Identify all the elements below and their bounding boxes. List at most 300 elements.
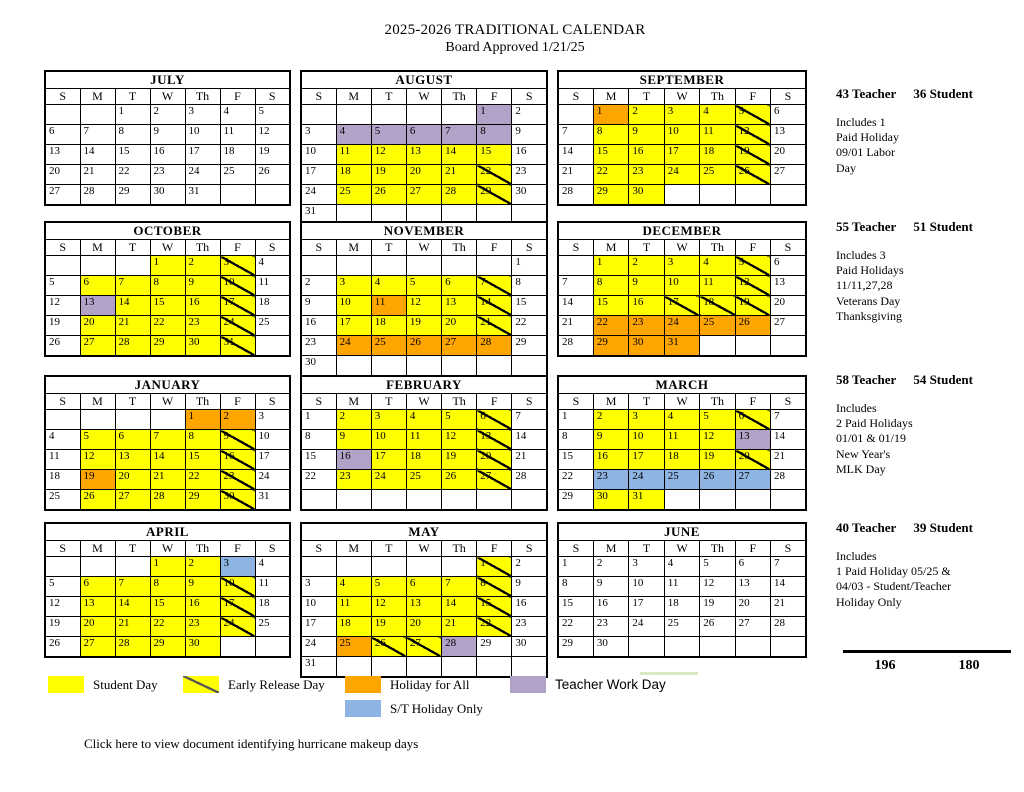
day-cell: 3: [371, 410, 406, 430]
week-row: [301, 356, 547, 377]
day-cell: 22: [593, 316, 628, 336]
weekday-header: S: [771, 89, 806, 105]
day-cell: 2: [629, 256, 664, 276]
month-october: [44, 221, 291, 357]
early-release-day-swatch: [183, 676, 219, 693]
total-teacher-days: 196: [874, 658, 896, 673]
day-cell: 30: [593, 637, 628, 658]
week-row: [45, 165, 290, 185]
weekday-header: M: [336, 394, 371, 410]
day-cell: 15: [185, 450, 220, 470]
weekday-header: S: [255, 240, 290, 256]
day-cell: 29: [477, 185, 512, 205]
green-underline: [640, 672, 698, 675]
day-cell: 14: [558, 145, 593, 165]
month-september: [557, 70, 807, 206]
day-cell: 21: [512, 450, 547, 470]
day-cell: 26: [371, 185, 406, 205]
weekday-header: F: [220, 240, 255, 256]
day-cell: 7: [771, 410, 806, 430]
summary-note-line: 09/01 Labor: [836, 145, 895, 160]
day-cell: 27: [477, 470, 512, 490]
week-row: [558, 470, 806, 490]
weekday-header: F: [735, 541, 770, 557]
week-row: [301, 165, 547, 185]
week-row: [45, 410, 290, 430]
month-august: [300, 70, 548, 226]
month-title: JANUARY: [45, 376, 290, 394]
week-row: [45, 125, 290, 145]
day-cell: 25: [45, 490, 80, 511]
weekday-header: Th: [442, 394, 477, 410]
weekday-header: S: [301, 541, 336, 557]
day-cell: 27: [771, 316, 806, 336]
weekday-header: M: [593, 394, 628, 410]
day-cell: 12: [371, 597, 406, 617]
day-cell: 11: [255, 276, 290, 296]
day-cell: 17: [220, 597, 255, 617]
day-cell: 26: [735, 165, 770, 185]
weekday-header: W: [406, 394, 441, 410]
day-cell: 25: [255, 617, 290, 637]
summary-note-line: New Year's: [836, 446, 891, 461]
day-cell: 2: [629, 105, 664, 125]
calendar-title: 2025-2026 TRADITIONAL CALENDAR: [384, 22, 646, 38]
weekday-header: M: [593, 89, 628, 105]
day-cell: 27: [406, 637, 441, 657]
day-cell: 29: [593, 185, 628, 206]
day-cell: [735, 490, 770, 511]
day-cell: 20: [406, 165, 441, 185]
day-cell: [442, 657, 477, 678]
day-cell: 19: [700, 450, 735, 470]
weekday-header: W: [664, 541, 699, 557]
week-row: [301, 637, 547, 657]
day-cell: 2: [185, 256, 220, 276]
day-cell: 19: [371, 617, 406, 637]
day-cell: [406, 105, 441, 125]
day-cell: 15: [150, 597, 185, 617]
day-cell: [442, 105, 477, 125]
week-row: [45, 637, 290, 658]
day-cell: 3: [220, 256, 255, 276]
teacher-count: 40 Teacher: [836, 520, 897, 535]
day-cell: 2: [512, 105, 547, 125]
week-row: [45, 105, 290, 125]
day-cell: 8: [593, 276, 628, 296]
summary-notes: [836, 115, 1022, 176]
day-cell: 7: [115, 577, 150, 597]
day-cell: 8: [558, 430, 593, 450]
day-cell: 11: [45, 450, 80, 470]
day-cell: 1: [150, 256, 185, 276]
day-cell: 6: [80, 276, 115, 296]
summary-note-line: 1 Paid Holiday 05/25 &: [836, 564, 951, 579]
day-cell: 5: [700, 557, 735, 577]
day-cell: 9: [336, 430, 371, 450]
day-cell: [771, 185, 806, 206]
day-cell: 25: [336, 637, 371, 657]
month-title: FEBRUARY: [301, 376, 547, 394]
day-cell: 11: [406, 430, 441, 450]
day-cell: 17: [629, 450, 664, 470]
day-cell: 9: [593, 430, 628, 450]
week-row: [301, 450, 547, 470]
day-cell: 1: [301, 410, 336, 430]
teacher-count: 55 Teacher: [836, 219, 897, 234]
day-cell: 20: [771, 296, 806, 316]
weekday-header: T: [371, 89, 406, 105]
day-cell: 19: [700, 597, 735, 617]
week-row: [558, 145, 806, 165]
teacher-count: 58 Teacher: [836, 372, 897, 387]
day-cell: 1: [150, 557, 185, 577]
day-cell: [477, 490, 512, 511]
day-cell: [336, 256, 371, 276]
day-cell: 7: [115, 276, 150, 296]
legend-item-teacher-work-day: [510, 676, 666, 693]
day-cell: 1: [477, 105, 512, 125]
day-cell: 27: [406, 185, 441, 205]
week-row: [45, 185, 290, 206]
day-cell: 11: [371, 296, 406, 316]
day-cell: 16: [185, 597, 220, 617]
day-cell: 18: [664, 450, 699, 470]
day-cell: 10: [220, 276, 255, 296]
page-title: [0, 22, 1024, 56]
day-cell: 27: [115, 490, 150, 511]
weekday-header: M: [80, 394, 115, 410]
month-title: JUNE: [558, 523, 806, 541]
summary-note-line: Holiday Only: [836, 594, 902, 609]
week-row: [301, 617, 547, 637]
day-cell: [371, 105, 406, 125]
day-cell: 29: [593, 336, 628, 357]
day-cell: 25: [700, 165, 735, 185]
day-cell: 8: [593, 125, 628, 145]
weekday-header: T: [629, 394, 664, 410]
day-cell: 28: [80, 185, 115, 206]
day-cell: 2: [185, 557, 220, 577]
day-cell: 23: [512, 165, 547, 185]
legend-label: Teacher Work Day: [555, 677, 666, 692]
day-cell: 7: [150, 430, 185, 450]
week-row: [45, 316, 290, 336]
day-cell: 2: [336, 410, 371, 430]
day-cell: 27: [80, 336, 115, 357]
legend-label: Student Day: [93, 676, 158, 692]
day-cell: [336, 490, 371, 511]
day-cell: 24: [629, 617, 664, 637]
day-cell: 25: [664, 470, 699, 490]
day-cell: 20: [442, 316, 477, 336]
weekday-header: S: [512, 541, 547, 557]
weekday-header: S: [512, 394, 547, 410]
week-row: [558, 105, 806, 125]
day-cell: 20: [771, 145, 806, 165]
day-cell: 13: [406, 145, 441, 165]
day-cell: 3: [255, 410, 290, 430]
day-cell: [336, 356, 371, 377]
day-cell: 30: [512, 637, 547, 657]
day-cell: 28: [442, 637, 477, 657]
day-cell: 5: [406, 276, 441, 296]
day-cell: 14: [771, 577, 806, 597]
day-cell: [336, 557, 371, 577]
weekday-header: Th: [442, 240, 477, 256]
day-cell: 21: [115, 617, 150, 637]
day-cell: 12: [45, 597, 80, 617]
weekday-header: S: [301, 89, 336, 105]
day-cell: 9: [301, 296, 336, 316]
weekday-header: T: [371, 240, 406, 256]
day-cell: 30: [220, 490, 255, 511]
day-cell: 20: [477, 450, 512, 470]
day-cell: 15: [558, 450, 593, 470]
weekday-header: M: [80, 541, 115, 557]
weekday-header: S: [512, 240, 547, 256]
day-cell: 8: [150, 276, 185, 296]
weekday-header: S: [45, 541, 80, 557]
day-cell: [45, 410, 80, 430]
day-cell: 21: [115, 316, 150, 336]
day-cell: 1: [477, 557, 512, 577]
day-cell: 4: [255, 557, 290, 577]
day-cell: 30: [512, 185, 547, 205]
weekday-header: S: [771, 541, 806, 557]
day-cell: 6: [442, 276, 477, 296]
day-cell: 18: [664, 597, 699, 617]
day-cell: 27: [442, 336, 477, 356]
day-cell: [115, 557, 150, 577]
day-cell: 3: [664, 105, 699, 125]
weekday-header: Th: [700, 541, 735, 557]
summary-note-line: Paid Holidays: [836, 263, 904, 278]
weekday-header: S: [558, 541, 593, 557]
day-cell: 4: [220, 105, 255, 125]
weekday-header: T: [115, 541, 150, 557]
day-cell: 20: [45, 165, 80, 185]
day-cell: 10: [629, 577, 664, 597]
week-row: [45, 296, 290, 316]
week-row: [45, 336, 290, 357]
day-cell: [45, 105, 80, 125]
weekday-header: F: [220, 394, 255, 410]
day-cell: 31: [301, 205, 336, 226]
day-cell: 26: [80, 490, 115, 511]
day-cell: 24: [255, 470, 290, 490]
day-cell: 14: [442, 145, 477, 165]
day-cell: 17: [629, 597, 664, 617]
day-cell: 18: [371, 316, 406, 336]
day-cell: 26: [735, 316, 770, 336]
weekday-header: F: [735, 89, 770, 105]
day-cell: 26: [442, 470, 477, 490]
day-cell: [771, 336, 806, 357]
day-cell: [371, 256, 406, 276]
day-cell: 11: [336, 145, 371, 165]
day-cell: 13: [771, 276, 806, 296]
day-cell: [558, 105, 593, 125]
day-cell: 22: [558, 617, 593, 637]
summary-counts: [836, 86, 1022, 102]
week-row: [45, 617, 290, 637]
summary-note-line: Includes 3: [836, 248, 886, 262]
week-row: [301, 597, 547, 617]
day-cell: 16: [512, 597, 547, 617]
weekday-header: W: [150, 89, 185, 105]
day-cell: 16: [301, 316, 336, 336]
summary-quarter-4: [836, 520, 1022, 610]
summary-quarter-2: [836, 219, 1022, 324]
week-row: [301, 657, 547, 678]
day-cell: 31: [255, 490, 290, 511]
day-cell: [442, 490, 477, 511]
day-cell: 24: [371, 470, 406, 490]
month-july: [44, 70, 291, 206]
day-cell: 21: [442, 617, 477, 637]
day-cell: [558, 256, 593, 276]
week-row: [558, 185, 806, 206]
day-cell: 22: [477, 165, 512, 185]
week-row: [558, 637, 806, 658]
week-row: [301, 577, 547, 597]
day-cell: 12: [45, 296, 80, 316]
day-cell: 9: [185, 577, 220, 597]
month-april: [44, 522, 291, 658]
day-cell: 9: [629, 276, 664, 296]
day-cell: 14: [558, 296, 593, 316]
day-cell: 8: [150, 577, 185, 597]
hurricane-makeup-days-link[interactable]: Click here to view document identifying hurricane makeup days: [84, 736, 419, 751]
weekday-header: T: [371, 541, 406, 557]
day-cell: 12: [735, 125, 770, 145]
day-cell: 31: [629, 490, 664, 511]
day-cell: 9: [220, 430, 255, 450]
weekday-header: Th: [185, 240, 220, 256]
week-row: [301, 276, 547, 296]
weekday-header: F: [477, 89, 512, 105]
day-cell: [115, 256, 150, 276]
day-cell: 5: [45, 276, 80, 296]
weekday-header: F: [735, 240, 770, 256]
day-cell: 11: [255, 577, 290, 597]
day-cell: 20: [115, 470, 150, 490]
day-cell: 27: [80, 637, 115, 658]
day-cell: [406, 356, 441, 377]
weekday-header: M: [593, 541, 628, 557]
weekday-header: S: [255, 89, 290, 105]
day-cell: 29: [558, 490, 593, 511]
day-cell: 24: [336, 336, 371, 356]
day-cell: 12: [255, 125, 290, 145]
weekday-header: Th: [442, 541, 477, 557]
day-cell: [220, 637, 255, 658]
weekday-header: S: [771, 240, 806, 256]
weekday-header: M: [80, 240, 115, 256]
day-cell: 10: [371, 430, 406, 450]
day-cell: [771, 490, 806, 511]
month-title: SEPTEMBER: [558, 71, 806, 89]
month-title: AUGUST: [301, 71, 547, 89]
weekday-header: M: [336, 541, 371, 557]
day-cell: 22: [150, 316, 185, 336]
summary-note-line: Day: [836, 160, 856, 175]
day-cell: 7: [442, 577, 477, 597]
summary-counts: [836, 372, 1022, 388]
day-cell: 18: [700, 145, 735, 165]
day-cell: 25: [336, 185, 371, 205]
weekday-header: W: [664, 394, 699, 410]
day-cell: 13: [442, 296, 477, 316]
student-day-swatch: [48, 676, 84, 693]
weekday-header: W: [664, 240, 699, 256]
month-november: [300, 221, 548, 377]
day-cell: 23: [593, 617, 628, 637]
weekday-header: Th: [442, 89, 477, 105]
weekday-header: S: [558, 89, 593, 105]
summary-quarter-3: [836, 372, 1022, 477]
day-cell: 12: [700, 430, 735, 450]
day-cell: 24: [664, 165, 699, 185]
day-cell: 30: [593, 490, 628, 511]
day-cell: 12: [406, 296, 441, 316]
week-row: [558, 296, 806, 316]
day-cell: [371, 356, 406, 377]
day-cell: 22: [185, 470, 220, 490]
day-cell: 16: [593, 450, 628, 470]
day-cell: 4: [700, 256, 735, 276]
day-cell: 21: [150, 470, 185, 490]
day-cell: [301, 105, 336, 125]
day-cell: 1: [512, 256, 547, 276]
weekday-header: T: [371, 394, 406, 410]
day-cell: 28: [115, 637, 150, 658]
day-cell: [700, 336, 735, 357]
week-row: [301, 490, 547, 511]
day-cell: 26: [45, 637, 80, 658]
summary-note-line: Paid Holiday: [836, 130, 899, 145]
day-cell: 6: [406, 577, 441, 597]
calendar-grid: [44, 70, 807, 678]
day-cell: 30: [301, 356, 336, 377]
day-cell: 2: [301, 276, 336, 296]
day-cell: 27: [45, 185, 80, 206]
weekday-header: Th: [185, 89, 220, 105]
day-cell: [336, 657, 371, 678]
day-cell: 24: [301, 185, 336, 205]
day-cell: 31: [220, 336, 255, 357]
day-cell: 13: [80, 296, 115, 316]
day-cell: 26: [406, 336, 441, 356]
day-cell: [700, 490, 735, 511]
day-cell: 12: [442, 430, 477, 450]
day-cell: 21: [477, 316, 512, 336]
day-cell: [406, 256, 441, 276]
week-row: [558, 597, 806, 617]
summary-note-line: MLK Day: [836, 461, 886, 476]
day-cell: 19: [45, 316, 80, 336]
week-row: [301, 430, 547, 450]
day-cell: [442, 356, 477, 377]
week-row: [301, 557, 547, 577]
day-cell: 22: [593, 165, 628, 185]
day-cell: 17: [664, 145, 699, 165]
day-cell: 15: [558, 597, 593, 617]
week-row: [45, 430, 290, 450]
day-cell: [664, 185, 699, 206]
day-cell: 23: [150, 165, 185, 185]
